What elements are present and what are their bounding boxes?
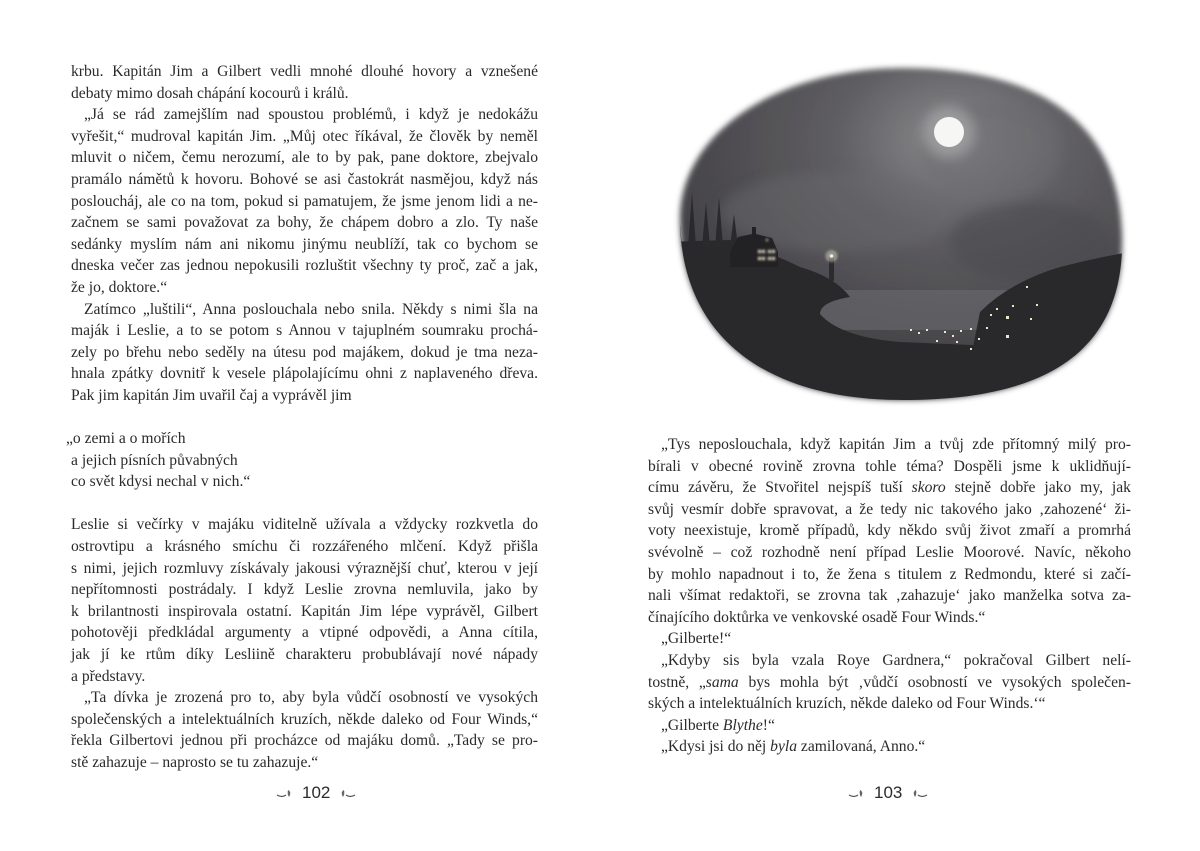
text-line: mluvit o ničem, čemu nerozumí, ale to by pak, pane doktore, zbejvalo bbox=[71, 149, 538, 167]
text-line bbox=[648, 736, 1131, 758]
text-line: řekla Gilbertovi jednou při procházce od majáku domů. „Tady se pro- bbox=[71, 732, 538, 750]
text-line bbox=[648, 456, 1131, 478]
ornament-right-icon bbox=[908, 787, 928, 799]
text-segment: címu závěru, že Stvořitel nejspíš tuší bbox=[648, 479, 912, 497]
poem-line: a jejich písních půvabných bbox=[71, 451, 238, 469]
text-line: hnala zpátky dovnitř k vesele plápolajícímu ohni z naplaveného dřeva. bbox=[71, 365, 538, 383]
poem-quote bbox=[66, 428, 538, 493]
text-line: stě zahazuje – naprosto se tu zahazuje.“ bbox=[71, 754, 319, 771]
text-line: posloucháj, ale co na tom, pokud si pamatujem, že jsme jenom lidi a ne- bbox=[71, 192, 538, 210]
right-page-text bbox=[648, 434, 1131, 758]
text-line bbox=[648, 520, 1131, 542]
text-line bbox=[648, 477, 1131, 499]
text-segment: „Gilberte bbox=[661, 716, 723, 734]
text-segment: čínajícího doktůrka ve venkovské osadě Four Winds.“ bbox=[648, 608, 986, 626]
paragraph-group bbox=[71, 514, 538, 773]
text-line: jak jí ke rtům díky Lesliině charakteru probublávají nové nápady bbox=[71, 646, 538, 664]
moon bbox=[934, 117, 964, 147]
page-number: 102 bbox=[302, 783, 331, 802]
text-line: zely po břehu nebo seděly na útesu pod majákem, dokud je tma neza- bbox=[71, 343, 538, 361]
text-line: Leslie si večírky v majáku viditelně užívala a vždycky rozkvetla do bbox=[71, 516, 538, 534]
page-number-left bbox=[276, 783, 356, 803]
text-line: maják i Leslie, a to se potom s Annou v tajuplném soumraku prochá- bbox=[71, 322, 538, 340]
text-segment: by mohlo napadnout i to, že žena s titulem z Redmondu, které si začí- bbox=[648, 565, 1131, 583]
text-line: „Ta dívka je zrozená pro to, aby byla vůdčí osobností ve vysokých bbox=[84, 689, 538, 707]
text-line bbox=[648, 672, 1131, 694]
left-page-text bbox=[66, 61, 538, 774]
text-segment: bírali v obecné rovině zrovna tohle téma? Dospěli jsme k uklidňují- bbox=[648, 457, 1131, 475]
text-line: pramálo námětů k hovoru. Bohové se asi častokrát nasmějou, když nás bbox=[71, 170, 538, 188]
text-line: Zatímco „luštili“, Anna poslouchala nebo snila. Někdy s nimi šla na bbox=[84, 300, 538, 318]
text-line: nepřítomnosti postrádaly. I když Leslie zrovna nemluvila, jako by bbox=[71, 581, 538, 599]
text-segment: zamilovaná, Anno.“ bbox=[797, 738, 926, 756]
text-line: že jo, doktore.“ bbox=[71, 278, 168, 296]
text-line: a představy. bbox=[71, 667, 146, 685]
emphasis-text: Blythe bbox=[722, 716, 763, 734]
text-line: s nimi, jejich rozmluvy získávaly jakousi výraznější chuť, kterou v její bbox=[71, 559, 538, 577]
text-segment: voty neexistuje, kromě případů, kdy někdo svůj život zmaří a promrhá bbox=[648, 522, 1131, 540]
poem-line: co svět kdysi nechal v nich.“ bbox=[71, 473, 251, 491]
text-line: „Já se rád zamejšlím nad spoustou problémů, i když je nedokážu bbox=[84, 106, 538, 124]
text-segment: svévolně – což rozhodně není případ Leslie Moorové. Navíc, někoho bbox=[648, 543, 1131, 561]
blank-line bbox=[71, 407, 538, 429]
text-line: dneska večer zas jednou nepokusili rozluštit všechny ty proč, zač a jak, bbox=[71, 257, 538, 275]
text-line: sedánky myslím nám ani nikomu jinýmu neublíží, tak co bychom se bbox=[71, 235, 538, 253]
text-segment: „Kdysi jsi do něj bbox=[661, 738, 771, 756]
text-line bbox=[648, 542, 1131, 564]
text-line: pohotověji předkládal argumenty a vtipné odpovědi, a Anna cítila, bbox=[71, 624, 538, 642]
emphasis-text: sama bbox=[705, 673, 739, 691]
text-line bbox=[648, 715, 1131, 737]
page-number: 103 bbox=[874, 783, 903, 802]
text-segment: !“ bbox=[762, 716, 775, 734]
text-line bbox=[648, 434, 1131, 456]
text-line: společenských a intelektuálních kruzích, někde daleko od Four Winds,“ bbox=[71, 710, 538, 728]
page-number-right bbox=[848, 783, 928, 803]
blank-line bbox=[71, 493, 538, 515]
ornament-left-icon bbox=[848, 787, 868, 799]
text-line: k brilantnosti inspirovala ostatní. Kapitán Jim lépe vyprávěl, Gilbert bbox=[71, 602, 538, 620]
text-line bbox=[648, 693, 1131, 715]
text-line: začnem se sami považovat za bohy, že chápem dobro a zlo. Ty naše bbox=[71, 214, 538, 232]
text-line bbox=[648, 585, 1131, 607]
text-segment: ských a intelektuálních kruzích, někde daleko od Four Winds.‘“ bbox=[648, 695, 1046, 713]
emphasis-text: byla bbox=[770, 738, 798, 756]
ornament-right-icon bbox=[336, 787, 356, 799]
text-segment: stejně dobře jako my, jak bbox=[945, 479, 1131, 497]
text-line bbox=[648, 628, 1131, 650]
text-line: krbu. Kapitán Jim a Gilbert vedli mnohé dlouhé hovory a vznešené bbox=[71, 63, 538, 80]
poem-line: „o zemi a o mořích bbox=[66, 430, 186, 448]
paragraph-group bbox=[71, 61, 538, 407]
right-page bbox=[600, 0, 1200, 851]
text-segment: tostně, „ bbox=[648, 673, 706, 691]
text-line: vyřešit,“ mudroval kapitán Jim. „Můj otec říkával, že člověk by neměl bbox=[71, 127, 538, 145]
text-line bbox=[648, 607, 1131, 629]
text-line: ostrovtipu a krásného smíchu či rozzářeného mlčení. Když přišla bbox=[71, 538, 538, 556]
illustration-moonlit-bay bbox=[660, 52, 1144, 412]
text-segment: nali všímat redaktoři, se zrovna tak ‚zahazuje‘ jako manželka sotva za- bbox=[648, 587, 1131, 605]
text-segment: „Kdyby sis byla vzala Roye Gardnera,“ pokračoval Gilbert nelí- bbox=[661, 651, 1131, 669]
text-segment: „Gilberte!“ bbox=[661, 630, 732, 648]
text-line bbox=[648, 564, 1131, 586]
text-segment: „Tys neposlouchala, když kapitán Jim a tvůj zde přítomný milý pro- bbox=[661, 436, 1131, 453]
text-line bbox=[648, 650, 1131, 672]
text-line bbox=[648, 499, 1131, 521]
ornament-left-icon bbox=[276, 787, 296, 799]
text-line: Pak jim kapitán Jim uvařil čaj a vyprávěl jim bbox=[71, 386, 352, 404]
text-line: debaty mimo dosah chápání kocourů i králů. bbox=[71, 84, 349, 102]
text-segment: bys mohla být ‚vůdčí osobností ve vysokých společen- bbox=[738, 673, 1131, 691]
emphasis-text: skoro bbox=[911, 479, 946, 497]
text-segment: svůj vesmír dobře spravovat, a že tedy nic takového jako ‚zahozené‘ ži- bbox=[648, 500, 1131, 518]
